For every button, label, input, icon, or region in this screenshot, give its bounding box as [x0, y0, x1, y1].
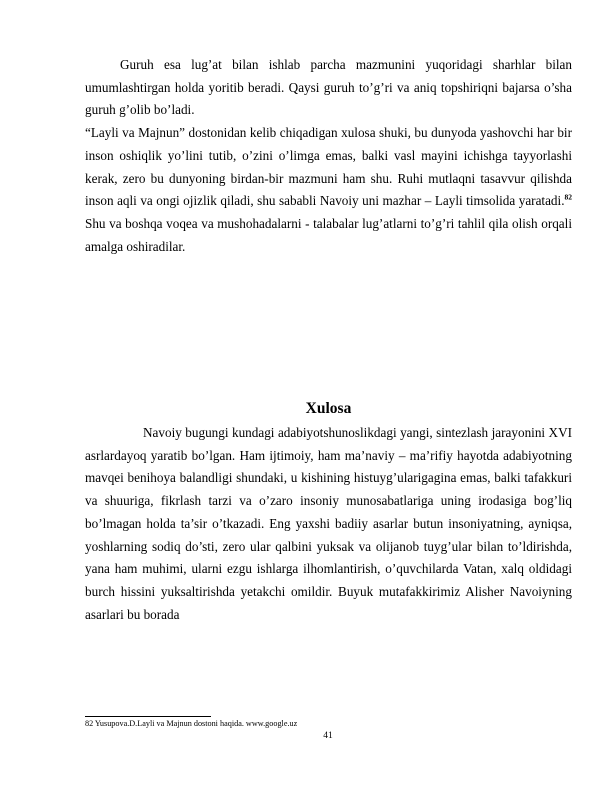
footnote-reference[interactable]: 82 [564, 192, 572, 202]
page-number: 41 [323, 731, 333, 741]
paragraph-text-before-ref: “Layli va Majnun” dostonidan kelib chiqadigan xulosa shuki, bu dunyoda yashovchi har bir inson oshiqlik yo’lini tutib, o’zini o’limga emas, balki vasl mayini ichishga tayyorlashi kerak, zero bu dunyoning birdan-bir mazmuni ham shu. Ruhi mutlaqni tasavvur qilishda inson aqli va ongi ojizlik qiladi, shu sababli Navoiy uni mazhar – Layli timsolida yaratadi. [85, 125, 572, 209]
paragraph-group-discussion: Guruh esa lug’at bilan ishlab parcha mazmunini yuqoridagi sharhlar bilan umumlashtirgan holda yoritib beradi. Qaysi guruh to’g’ri va aniq topshiriqni bajarsa o’sha guruh g’olib bo’ladi. [85, 57, 572, 118]
top-text-block [85, 54, 572, 258]
bottom-text-block [85, 422, 572, 626]
paragraph-conclusion: Navoiy bugungi kundagi adabiyotshunoslikdagi yangi, sintezlash jarayonini XVI asrlardayoq yaratib bo’lgan. Ham ijtimoiy, ham ma’naviy – ma’rifiy hayotda adabiyotning mavqei benihoya balandligi shundaki, u kishining histuyg’ularigagina emas, balki tafakkuri va shuuriga, fikrlash tarzi va o’zaro insoniy munosabatlariga uning irodasiga bog’liq bo’lmagan holda ta’sir o’tkazadi. Eng yaxshi badiiy asarlar butun insoniyatning, ayniqsa, yoshlarning sodiq do’sti, zero ular qalbini yuksak va olijanob tuyg’ular bilan to’ldirishda, yana ham muhimi, ularni ezgu ishlarga ilhomlantirish, o’quvchilarda Vatan, xalq oldidagi burch hissini yuksaltirishda yetakchi omildir. Buyuk mutafakkirimiz Alisher Navoiyning asarlari bu borada [85, 425, 572, 622]
footnote-text: 82 Yusupova.D.Layli va Majnun dostoni haqida. www.google.uz [85, 719, 298, 728]
section-heading: Xulosa [305, 400, 352, 417]
paragraph-text-after-ref: Shu va boshqa voqea va mushohadalarni - talabalar lug’atlarni to’g’ri tahlil qila olish orqali amalga oshiradilar. [85, 215, 572, 254]
footnote-divider [85, 716, 211, 717]
paragraph-layli-majnun [85, 122, 572, 258]
